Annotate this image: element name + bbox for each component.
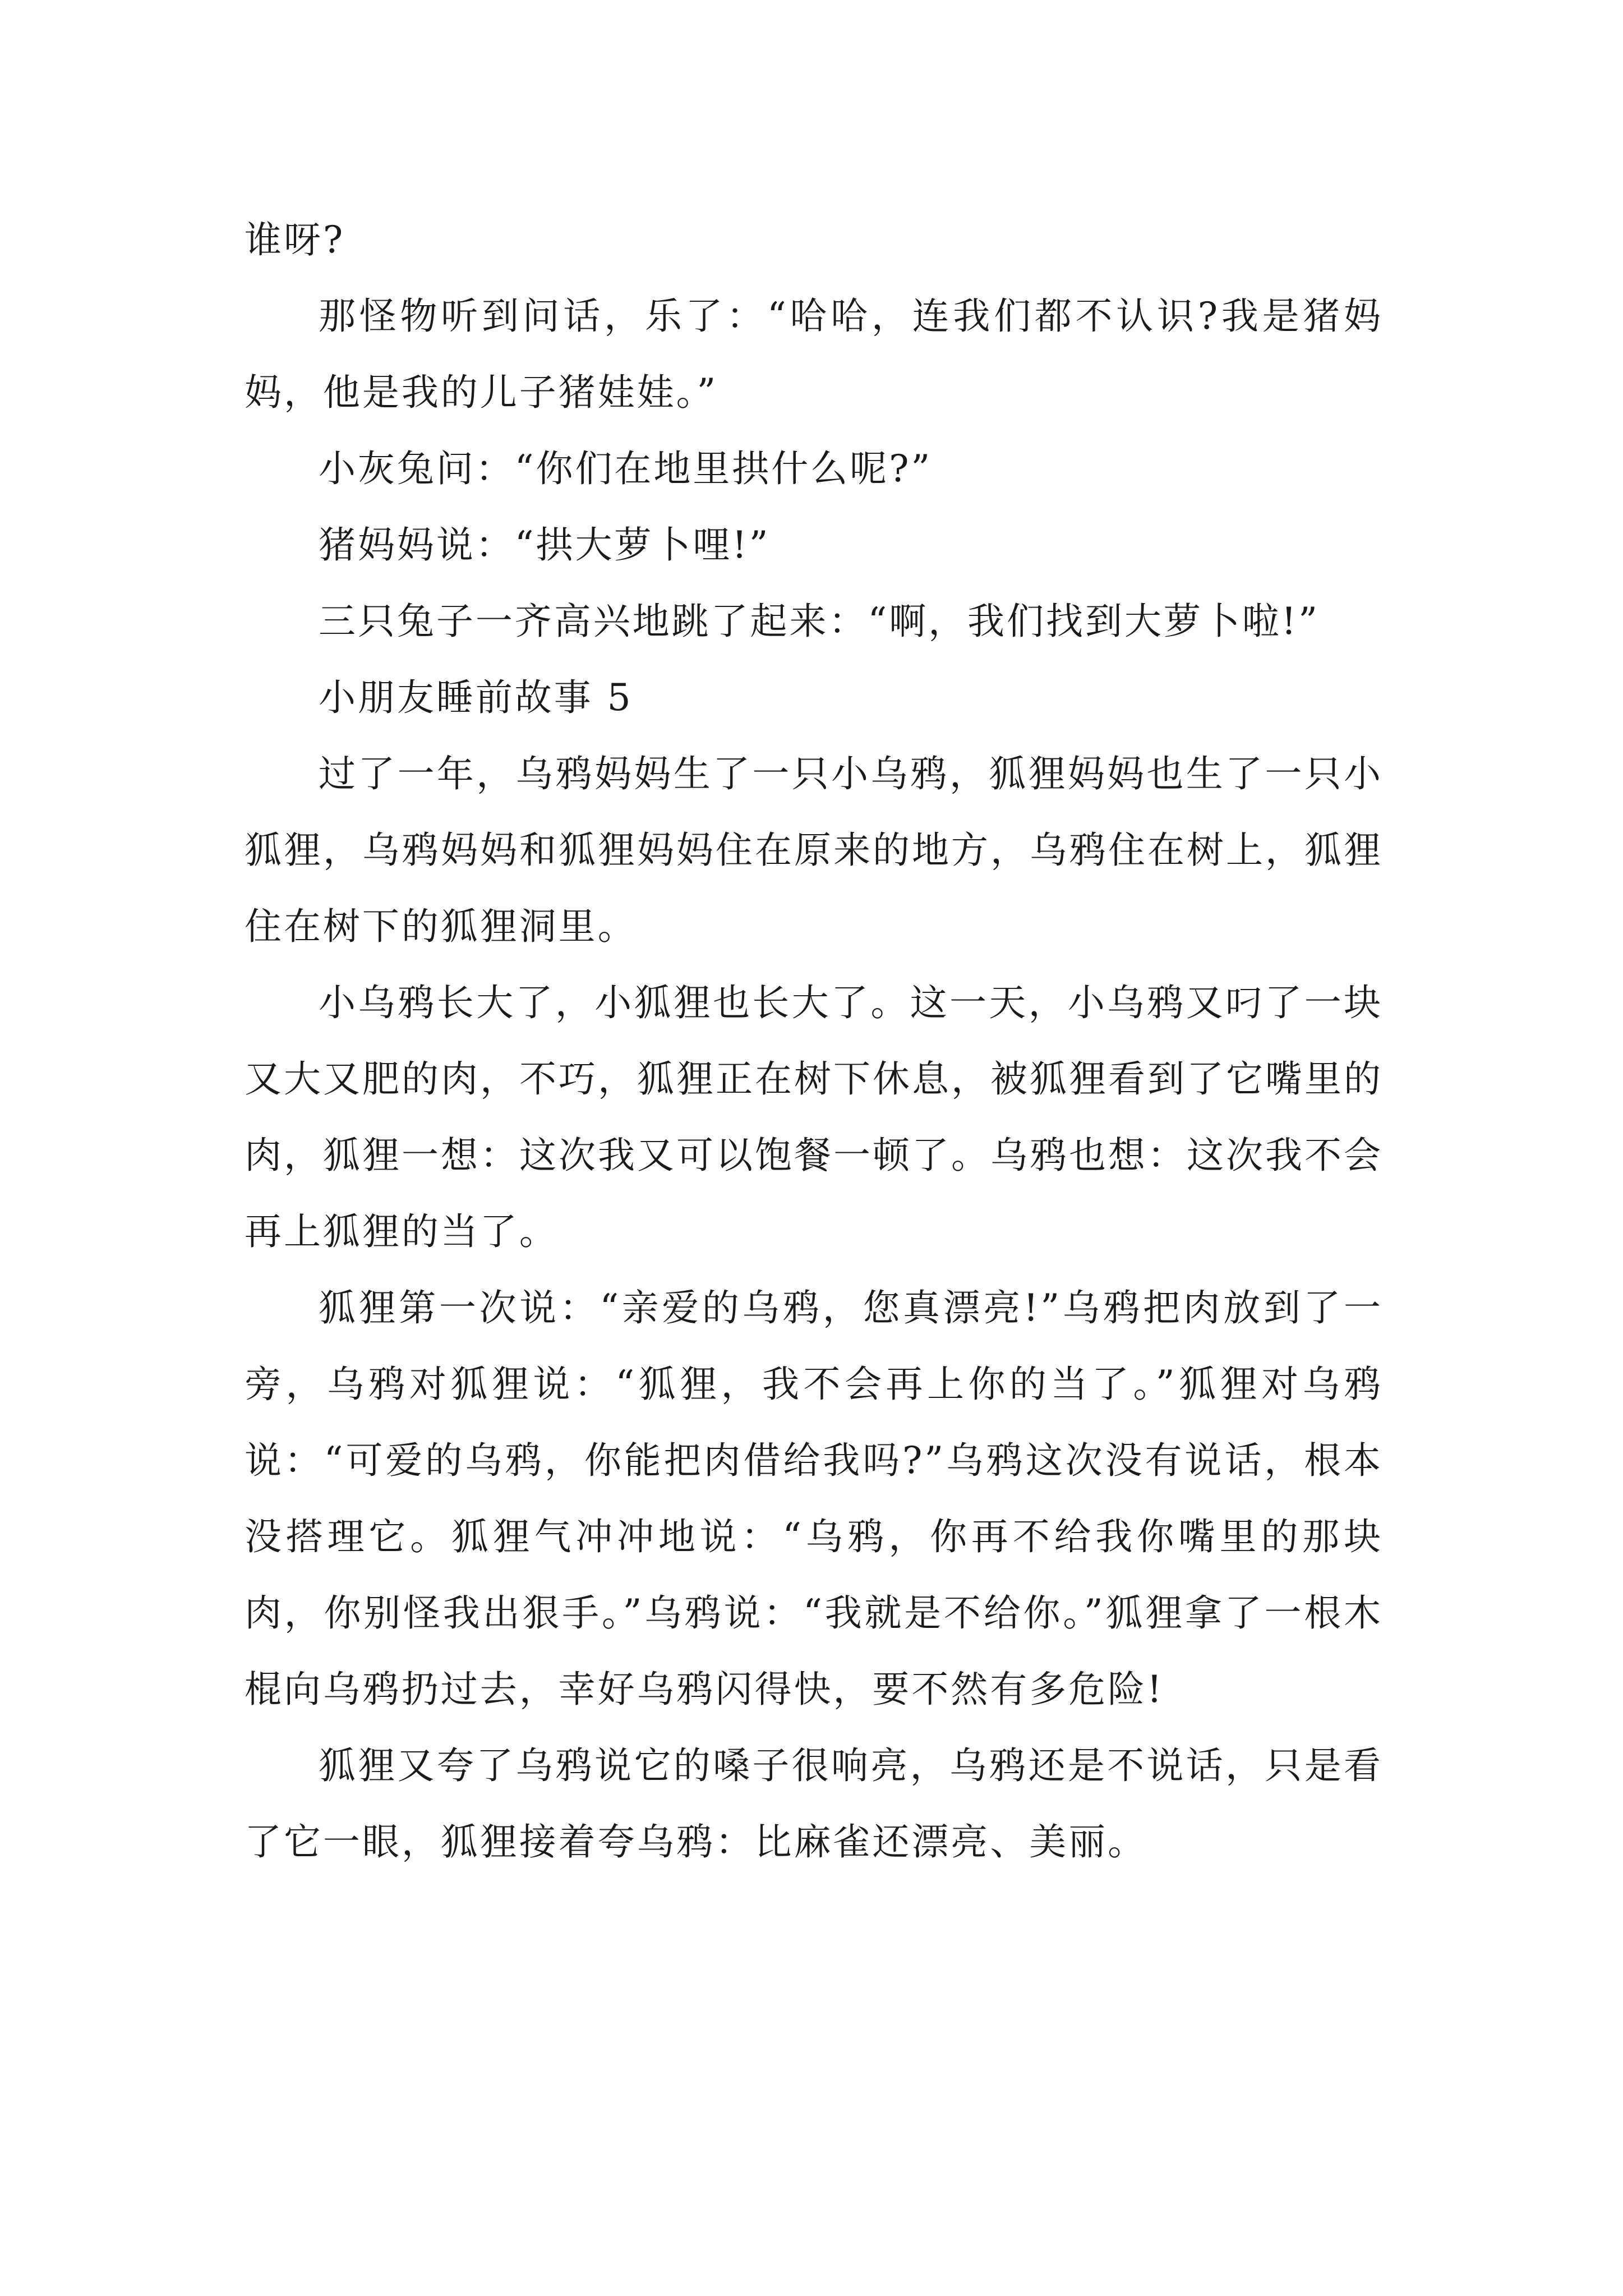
paragraph: 狐狸第一次说：“亲爱的乌鸦，您真漂亮!”乌鸦把肉放到了一旁，乌鸦对狐狸说：“狐狸，我不会再上你的当了。”狐狸对乌鸦说：“可爱的乌鸦，你能把肉借给我吗?”乌鸦这次没有说话，根本没搭理它。狐狸气冲冲地说：“乌鸦，你再不给我你嘴里的那块肉，你别怪我出狠手。”乌鸦说：“我就是不给你。”狐狸拿了一根木棍向乌鸦扔过去，幸好乌鸦闪得快，要不然有多危险! bbox=[245, 1286, 1383, 1711]
story-text bbox=[245, 202, 1383, 1880]
paragraph: 狐狸又夸了乌鸦说它的嗓子很响亮，乌鸦还是不说话，只是看了它一眼，狐狸接着夸乌鸦：比麻雀还漂亮、美丽。 bbox=[245, 1744, 1383, 1864]
story-heading: 小朋友睡前故事 5 bbox=[319, 676, 633, 719]
paragraph: 三只兔子一齐高兴地跳了起来：“啊，我们找到大萝卜啦!” bbox=[319, 600, 1320, 643]
paragraph: 小灰兔问：“你们在地里拱什么呢?” bbox=[319, 447, 933, 490]
paragraph-continuation: 谁呀? bbox=[245, 218, 345, 261]
paragraph: 小乌鸦长大了，小狐狸也长大了。这一天，小乌鸦又叼了一块又大又肥的肉，不巧，狐狸正在树下休息，被狐狸看到了它嘴里的肉，狐狸一想：这次我又可以饱餐一顿了。乌鸦也想：这次我不会再上狐狸的当了。 bbox=[245, 981, 1383, 1253]
paragraph: 那怪物听到问话，乐了：“哈哈，连我们都不认识?我是猪妈妈，他是我的儿子猪娃娃。” bbox=[245, 295, 1383, 414]
paragraph: 猪妈妈说：“拱大萝卜哩!” bbox=[319, 523, 771, 567]
paragraph: 过了一年，乌鸦妈妈生了一只小乌鸦，狐狸妈妈也生了一只小狐狸，乌鸦妈妈和狐狸妈妈住在原来的地方，乌鸦住在树上，狐狸住在树下的狐狸洞里。 bbox=[245, 752, 1383, 948]
